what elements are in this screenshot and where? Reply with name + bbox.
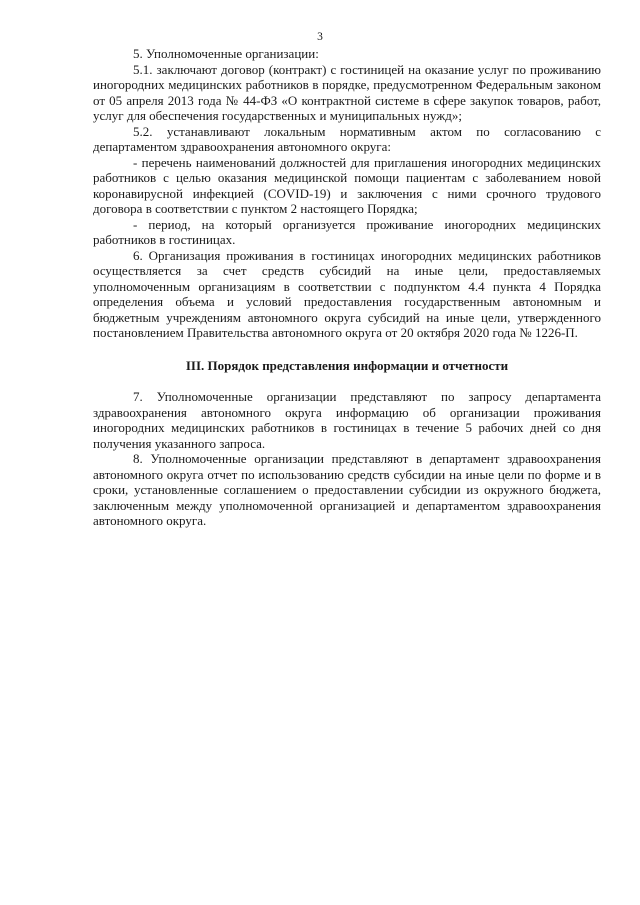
paragraph-7: 7. Уполномоченные организации представляют по запросу департамента здравоохранения автономного округа информацию об организации проживания иногородних медицинских работников в гостиницах в течение 5 рабочих дней со дня получения указанного запроса. <box>93 389 601 451</box>
section-heading: III. Порядок представления информации и отчетности <box>185 357 509 373</box>
paragraph-5-2: 5.2. устанавливают локальным нормативным актом по согласованию с департаментом здравоохранения автономного округа: <box>93 123 601 154</box>
page-number: 3 <box>317 31 323 43</box>
list-item-positions: - перечень наименований должностей для приглашения иногородних медицинских работников с целью оказания медицинской помощи пациентам с заболеванием новой коронавирусной инфекцией (COVID-19) и заключения с ними срочного трудового договора в соответствии с пунктом 2 настоящего Порядка; <box>93 154 601 216</box>
paragraph-6: 6. Организация проживания в гостиницах иногородних медицинских работников осуществляется за счет средств субсидий на иные цели, предоставляемых уполномоченным организациям в соответствии с подпунктом 4.4 пункта 4 Порядка определения объема и условий предоставления государственным автономным и бюджетным учреждениям автономного округа субсидий на иные цели, утвержденного постановлением Правительства автономного округа от 20 октября 2020 года № 1226-П. <box>93 247 601 340</box>
paragraph-5-1: 5.1. заключают договор (контракт) с гостиницей на оказание услуг по проживанию иногородних медицинских работников в порядке, предусмотренном Федеральным законом от 05 апреля 2013 года № 44-ФЗ «О контрактной системе в сфере закупок товаров, работ, услуг для обеспечения государственных и муниципальных нужд»; <box>93 61 601 123</box>
paragraph-8: 8. Уполномоченные организации представляют в департамент здравоохранения автономного округа отчет по использованию средств субсидии на иные цели по форме и в сроки, установленные соглашением о предоставлении субсидии из окружного бюджета, заключенным между уполномоченной организацией и департаментом здравоохранения автономного округа. <box>93 451 601 528</box>
document-body <box>93 46 601 529</box>
paragraph-5: 5. Уполномоченные организации: <box>133 46 319 61</box>
list-item-period: - период, на который организуется проживание иногородних медицинских работников в гостиницах. <box>93 216 601 247</box>
